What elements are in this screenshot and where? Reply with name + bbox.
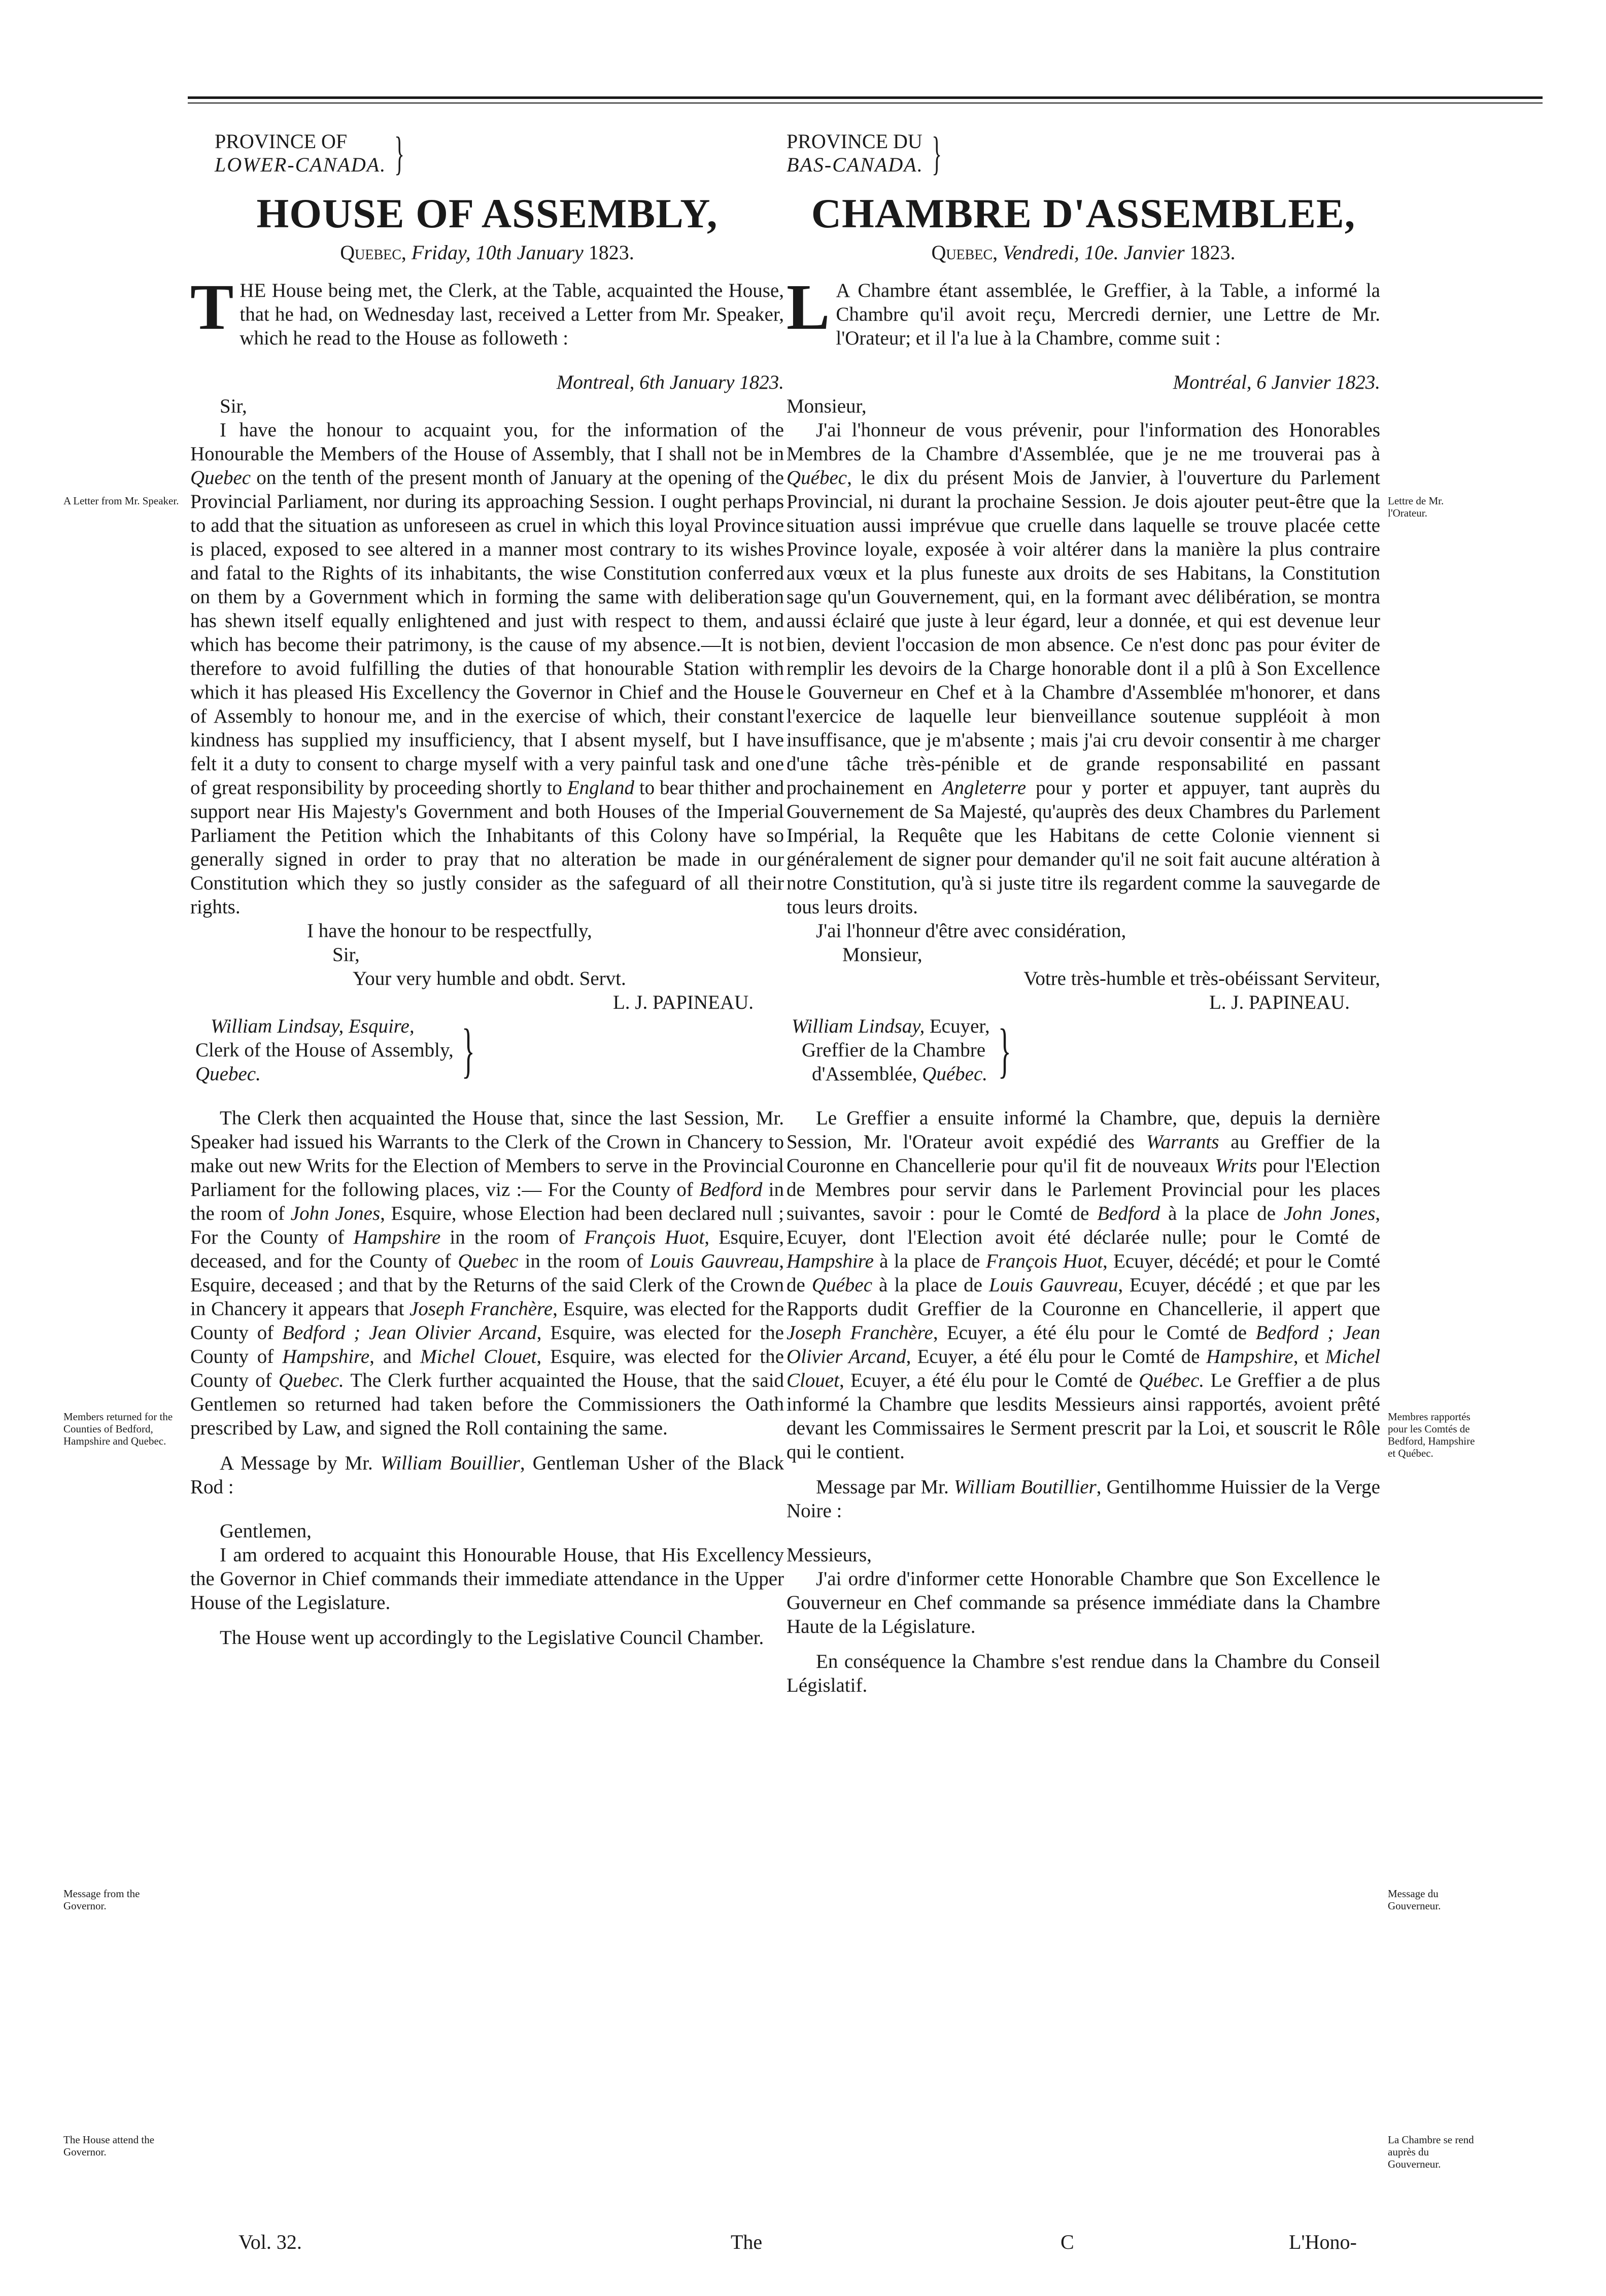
fr-intro-text: A Chambre étant assemblée, le Greffier, à la Table, a informé la Chambre qu'il avoit reçu, Mercredi dernier, une Lettre de Mr. l'Orateur; et il l'a lue à la Chambre, comme suit : bbox=[836, 280, 1380, 349]
fr-gentlemen: Messieurs, bbox=[787, 1544, 872, 1566]
fr-writs-t6: à la place de bbox=[873, 1250, 986, 1272]
fr-letter-angleterre: Angleterre bbox=[942, 777, 1027, 799]
fr-message-intro bbox=[787, 1475, 1380, 1523]
en-writs-t7: , Esquire, deceased ; and that by the Returns of the said Clerk of the Crown in Chancery it appears that bbox=[190, 1250, 784, 1320]
en-writs-i5: Quebec bbox=[458, 1250, 519, 1272]
brace-glyph: } bbox=[998, 1016, 1011, 1084]
en-writs-i2: John Jones bbox=[290, 1203, 381, 1224]
en-writs-t11: , Esquire, was elected for the County of bbox=[190, 1346, 784, 1391]
en-intro bbox=[190, 271, 784, 350]
fr-writs-i9: Joseph Franchère bbox=[787, 1322, 933, 1344]
en-writs-t1: The Clerk then acquainted the House that, since the last Session, Mr. Speaker had issued his Warrants to the Clerk of the Crown in Chancery to make out new Writs for the Election of Members to serve in the Provincial Parliament for the following places, viz :— For the County of bbox=[190, 1107, 784, 1201]
margin-note-fr-letter: Lettre de Mr. l'Orateur. bbox=[1388, 495, 1444, 519]
en-closing-3: Your very humble and obdt. Servt. bbox=[353, 968, 626, 989]
fr-writs-i6: François Huot bbox=[985, 1250, 1103, 1272]
en-intro-text: HE House being met, the Clerk, at the Table, acquainted the House, that he had, on Wednesday last, received a Letter from Mr. Speaker, which he read to the House as followeth : bbox=[240, 280, 784, 349]
en-message-body: I am ordered to acquaint this Honourable House, that His Excellency the Governor in Chief commands their immediate attendance in the Upper House of the Legislature. bbox=[190, 1544, 784, 1614]
en-province-heading bbox=[190, 127, 784, 180]
fr-letter-quebec: Québec bbox=[787, 467, 847, 489]
fr-province-line1: PROVINCE DU bbox=[787, 130, 922, 153]
margin-note-fr-message: Message du Gouverneur. bbox=[1388, 1888, 1441, 1912]
en-gentlemen: Gentlemen, bbox=[220, 1520, 312, 1542]
en-writs-t10: , and bbox=[369, 1346, 421, 1367]
fr-writs-t13: , Ecuyer, a été élu pour le Comté de bbox=[839, 1369, 1139, 1391]
fr-writs-t1: Le Greffier a ensuite informé la Chambre, que, depuis la dernière Session, Mr. l'Orateur avoit expédié des bbox=[787, 1107, 1380, 1153]
fr-writs-t4: à la place de bbox=[1160, 1203, 1284, 1224]
en-writs-i3: Hampshire bbox=[353, 1226, 441, 1248]
fr-addressee-name: William Lindsay, bbox=[792, 1015, 925, 1037]
fr-addressee-title: Ecuyer, bbox=[929, 1015, 990, 1037]
en-went-up: The House went up accordingly to the Legislative Council Chamber. bbox=[220, 1627, 764, 1649]
top-rule-thin bbox=[188, 102, 1543, 104]
brace-glyph: } bbox=[461, 1016, 475, 1084]
margin-note-en-message: Message from the Governor. bbox=[63, 1888, 140, 1912]
fr-writs-i3: Bedford bbox=[1097, 1203, 1160, 1224]
en-house-title: HOUSE OF ASSEMBLY, bbox=[256, 190, 718, 236]
margin-note-en-attend: The House attend the Governor. bbox=[63, 2134, 155, 2158]
french-column bbox=[787, 127, 1380, 1697]
english-column bbox=[190, 127, 784, 1650]
fr-date-text: Vendredi, 10e. Janvier bbox=[1003, 241, 1185, 264]
footer-signature-mark: C bbox=[1061, 2231, 1074, 2253]
fr-writs-i7: Québec bbox=[811, 1274, 873, 1296]
en-letter-date-text: Montreal, 6th January 1823. bbox=[556, 371, 784, 393]
en-letter-england: England bbox=[567, 777, 634, 799]
fr-went-up: En conséquence la Chambre s'est rendue dans la Chambre du Conseil Législatif. bbox=[787, 1651, 1380, 1696]
en-writs-i6: Louis Gauvreau bbox=[650, 1250, 779, 1272]
en-letter-body-3: to bear thither and support near His Majesty's Government and both Houses of the Imperial Parliament the Petition which the Inhabitants of this Colony have so generally signed in order to pray that no alteration be made in our Constitution which they so justly consider as the safeguard of all their rights. bbox=[190, 777, 784, 918]
fr-closing-3: Votre très-humble et très-obéissant Serviteur, bbox=[1023, 968, 1380, 989]
footer-catchword-en: The bbox=[731, 2231, 763, 2253]
fr-intro bbox=[787, 271, 1380, 350]
en-province-line1: PROVINCE OF bbox=[215, 130, 348, 153]
en-closing-1: I have the honour to be respectfully, bbox=[307, 920, 592, 942]
en-writs-t3: , Esquire, whose Election had been declared null ; For the County of bbox=[190, 1203, 784, 1248]
fr-message-t1: Message par Mr. bbox=[816, 1476, 954, 1498]
fr-writs-i12: Michel Clouet bbox=[787, 1346, 1380, 1391]
fr-writs-i1: Warrants bbox=[1146, 1131, 1219, 1153]
fr-letter-body-1: J'ai l'honneur de vous prévenir, pour l'information des Honorables Membres de la Chambre d'Assemblée, que je ne me trouverai pas à bbox=[787, 419, 1380, 465]
en-closing-2: Sir, bbox=[332, 944, 360, 966]
fr-date-year: 1823. bbox=[1189, 241, 1236, 264]
en-message-intro bbox=[190, 1451, 784, 1499]
fr-writs-t9: , Ecuyer, décédé ; et que par les Rapports dudit Greffier de la Couronne en Chancellerie, il appert que bbox=[787, 1274, 1380, 1320]
en-writs-i1: Bedford bbox=[699, 1179, 763, 1201]
fr-writs-t2: au Greffier de la Couronne en Chancellerie pour qu'il fit de nouveaux bbox=[787, 1131, 1380, 1177]
fr-writs-t12: , et bbox=[1293, 1346, 1325, 1367]
en-salutation: Sir, bbox=[220, 395, 247, 417]
fr-writs-i13: Québec. bbox=[1139, 1369, 1205, 1391]
en-date-place: Quebec, bbox=[340, 241, 406, 264]
top-rule bbox=[188, 96, 1543, 99]
fr-province-heading bbox=[787, 127, 1380, 180]
fr-writs-t3: pour l'Election de Membres pour servir dans le Parlement Provincial pour les places suivantes, savoir : pour le Comté de bbox=[787, 1155, 1380, 1224]
fr-addressee-place: Québec. bbox=[922, 1063, 988, 1085]
footer-catchword-fr: L'Hono- bbox=[1289, 2231, 1357, 2253]
margin-note-en-members: Members returned for the Counties of Bedford, Hampshire and Quebec. bbox=[63, 1411, 173, 1447]
fr-writs-i8: Louis Gauvreau bbox=[989, 1274, 1118, 1296]
fr-salutation: Monsieur, bbox=[787, 395, 867, 417]
brace-glyph: } bbox=[931, 127, 942, 179]
fr-writs-i5: Hampshire bbox=[787, 1250, 874, 1272]
fr-message-name: William Boutillier bbox=[953, 1476, 1097, 1498]
fr-letter-body-2: , le dix du présent Mois de Janvier, à l'ouverture du Parlement Provincial, ni durant la prochaine Session. Je dois ajouter peut-être que la situation aussi imprévue que cruelle dans laquelle se trouve placée cette Province loyale, exposée à voir altérer dans la manière la plus contraire aux vœux et la plus funeste aux droits de ses Habitans, la Constitution sage qu'un Gouvernement, qui, en la formant avec délibération, se montra aussi éclairé que juste à leur égard, leur a donnée, et qui est devenue leur bien, devient l'occasion de mon absence. Ce n'est donc pas pour éviter de remplir les devoirs de la Charge honorable dont il a plû à Son Excellence le Gouverneur en Chef et à la Chambre d'Assemblée m'honorer, et dans l'exercice de laquelle leur bienveillance soutenue suppléoit à mon insuffisance, que je m'absente ; mais j'ai cru devoir consentir à me charger d'une tâche très-pénible et de grande responsabilité en passant prochainement en bbox=[787, 467, 1380, 799]
en-writs-t2: in the room of bbox=[190, 1179, 784, 1224]
en-message-t2: , Gentleman Usher of the Black Rod : bbox=[190, 1452, 784, 1498]
fr-writs-t11: , Ecuyer, a été élu pour le Comté de bbox=[906, 1346, 1206, 1367]
fr-writs-i4: John Jones bbox=[1283, 1203, 1376, 1224]
en-message-name: William Bouillier bbox=[380, 1452, 520, 1474]
en-letter-body-2: on the tenth of the present month of January at the opening of the Provincial Parliament, nor during its approaching Session. I ought perhaps to add that the situation as unforeseen as cruel in which this loyal Province is placed, exposed to see altered in a manner most contrary to its wishes and fatal to the Rights of its inhabitants, the wise Constitution conferred on them by a Government which in forming the same with deliberation has shewn itself equally enlightened and just with respect to them, and which has become their patrimony, is the cause of my absence.—It is not therefore to avoid fulfilling the duties of that honourable Station with which it has pleased His Excellency the Governor in Chief and the House of Assembly to honour me, and in the exercise of which, their constant kindness has supplied my insufficiency, that I absent myself, but I have felt it a duty to consent to charge myself with a very painful task and one of great responsibility by proceeding shortly to bbox=[190, 467, 784, 799]
en-writs-i11: Quebec. bbox=[278, 1369, 344, 1391]
en-writs-i7: Joseph Franchère bbox=[409, 1298, 553, 1320]
en-writs-paragraph bbox=[190, 1106, 784, 1440]
en-letter-date bbox=[190, 370, 784, 394]
fr-letter-body bbox=[787, 418, 1380, 919]
fr-writs-t7: , Ecuyer, décédé; et pour le Comté de bbox=[787, 1250, 1381, 1296]
fr-writs-paragraph bbox=[787, 1106, 1380, 1464]
en-dateline bbox=[190, 241, 784, 264]
fr-writs-i10: Bedford ; Jean Olivier Arcand bbox=[787, 1322, 1380, 1367]
en-writs-i10: Michel Clouet bbox=[420, 1346, 537, 1367]
en-letter-body-1: I have the honour to acquaint you, for the information of the Honourable the Members of the House of Assembly, that I shall not be in bbox=[190, 419, 784, 465]
fr-province-line2: BAS-CANADA. bbox=[787, 153, 924, 176]
en-addressee-place: Quebec. bbox=[195, 1063, 261, 1085]
en-writs-t5: , Esquire, deceased, and for the County of bbox=[190, 1226, 784, 1272]
en-date-text: Friday, 10th January bbox=[411, 241, 584, 264]
en-message-t1: A Message by Mr. bbox=[220, 1452, 381, 1474]
fr-signature: L. J. PAPINEAU. bbox=[1209, 991, 1350, 1013]
brace-glyph: } bbox=[394, 127, 405, 179]
fr-closing-2: Monsieur, bbox=[842, 944, 922, 966]
margin-note-fr-members: Membres rapportés pour les Comtés de Bedford, Hampshire et Québec. bbox=[1388, 1411, 1475, 1459]
fr-date-place: Quebec, bbox=[931, 241, 998, 264]
fr-writs-i11: Hampshire bbox=[1206, 1346, 1293, 1367]
en-writs-t4: in the room of bbox=[440, 1226, 585, 1248]
fr-dropcap: L bbox=[787, 271, 830, 343]
en-date-year: 1823. bbox=[588, 241, 634, 264]
en-writs-t6: in the room of bbox=[518, 1250, 650, 1272]
fr-closing-1: J'ai l'honneur d'être avec considération, bbox=[816, 920, 1126, 942]
en-writs-i8: Bedford ; Jean Olivier Arcand bbox=[282, 1322, 537, 1344]
en-writs-t8: , Esquire, was elected for the County of bbox=[190, 1298, 784, 1344]
fr-letter-date-text: Montréal, 6 Janvier 1823. bbox=[1173, 371, 1380, 393]
margin-note-en-letter: A Letter from Mr. Speaker. bbox=[63, 495, 179, 507]
en-writs-i9: Hampshire bbox=[282, 1346, 370, 1367]
fr-house-title: CHAMBRE D'ASSEMBLEE, bbox=[811, 190, 1356, 236]
margin-note-fr-attend: La Chambre se rend auprès du Gouverneur. bbox=[1388, 2134, 1474, 2170]
fr-letter-body-3: pour y porter et appuyer, tant auprès du Gouvernement de Sa Majesté, qu'auprès des deux Chambres du Parlement Impérial, la Requête que les Habitans de cette Colonie viennent si généralement de signer pour demander qu'il ne soit fait aucune altération à notre Constitution, qu'à si juste titre ils regardent comme la sauvegarde de tous leurs droits. bbox=[787, 777, 1380, 918]
fr-addressee-assembly: d'Assemblée, bbox=[812, 1063, 917, 1085]
footer-volume: Vol. 32. bbox=[238, 2231, 302, 2253]
fr-dateline bbox=[787, 241, 1380, 264]
fr-writs-t8: à la place de bbox=[872, 1274, 989, 1296]
fr-letter-date bbox=[787, 370, 1380, 394]
en-writs-t12: The Clerk further acquainted the House, that the said Gentlemen so returned had taken before the Commissioners the Oath prescribed by Law, and signed the Roll containing the same. bbox=[190, 1369, 784, 1439]
en-addressee-title: Esquire, bbox=[348, 1015, 415, 1037]
fr-writs-t10: , Ecuyer, a été élu pour le Comté de bbox=[933, 1322, 1256, 1344]
en-addressee-office: Clerk of the House of Assembly, bbox=[195, 1039, 454, 1061]
fr-writs-t5: , Ecuyer, dont l'Election avoit été déclarée nulle; pour le Comté de bbox=[787, 1203, 1381, 1248]
en-province-line2: LOWER-CANADA. bbox=[215, 153, 387, 176]
fr-writs-i2: Writs bbox=[1215, 1155, 1257, 1177]
en-letter-quebec: Quebec bbox=[190, 467, 251, 489]
fr-writs-t14: Le Greffier a de plus informé la Chambre que lesdits Messieurs ainsi rapportés, avoient prêté devant les Commissaires le Serment prescrit par la Loi, et souscrit le Rôle qui le contient. bbox=[787, 1369, 1380, 1463]
fr-message-body: J'ai ordre d'informer cette Honorable Chambre que Son Excellence le Gouverneur en Chef commande sa présence immédiate dans la Chambre Haute de la Législature. bbox=[787, 1568, 1380, 1637]
fr-addressee-office: Greffier de la Chambre bbox=[802, 1039, 986, 1061]
en-writs-i4: François Huot bbox=[584, 1226, 705, 1248]
en-writs-t9: , Esquire, was elected for the County of bbox=[190, 1322, 784, 1367]
en-addressee bbox=[190, 1014, 784, 1086]
en-letter-body bbox=[190, 418, 784, 919]
en-addressee-name: William Lindsay, bbox=[211, 1015, 344, 1037]
en-signature: L. J. PAPINEAU. bbox=[612, 991, 754, 1013]
fr-addressee bbox=[787, 1014, 1380, 1086]
en-dropcap: T bbox=[190, 271, 234, 343]
fr-message-t2: , Gentilhomme Huissier de la Verge Noire : bbox=[787, 1476, 1380, 1522]
